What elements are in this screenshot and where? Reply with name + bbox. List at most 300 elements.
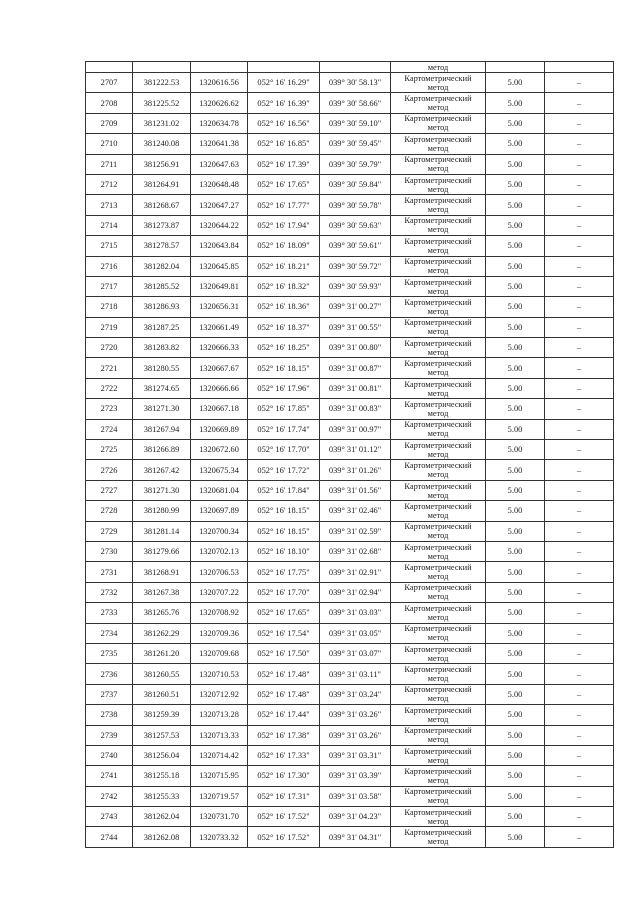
cell-method	[391, 338, 486, 358]
cell-longitude: 039° 31' 01.56"	[320, 480, 391, 500]
method-line-1: Картометрический	[404, 624, 472, 634]
cell-latitude: 052° 16' 17.44"	[248, 705, 320, 725]
cell-method	[391, 358, 486, 378]
cell-accuracy: 5.00	[486, 195, 545, 215]
cell-y: 1320714.42	[191, 745, 248, 765]
method-line-1: Картометрический	[404, 726, 472, 736]
cell-y: 1320700.34	[191, 521, 248, 541]
cell-latitude: 052° 16' 17.31"	[248, 786, 320, 806]
cell-point-number: 2714	[86, 215, 133, 235]
cell-latitude: 052° 16' 17.48"	[248, 664, 320, 684]
cell-accuracy: 5.00	[486, 460, 545, 480]
cell-y: 1320647.63	[191, 154, 248, 174]
cell-x: 381261.20	[133, 643, 191, 663]
cell-note: –	[545, 317, 614, 337]
cell-x: 381256.04	[133, 745, 191, 765]
cell-latitude: 052° 16' 17.48"	[248, 684, 320, 704]
table-row	[86, 113, 614, 133]
cell-note: –	[545, 399, 614, 419]
cell-method	[391, 154, 486, 174]
cell-y: 1320656.31	[191, 297, 248, 317]
cell-point-number: 2720	[86, 338, 133, 358]
cell-point-number: 2710	[86, 134, 133, 154]
method-line-2: метод	[427, 775, 449, 785]
cell-note: –	[545, 174, 614, 194]
table-row	[86, 521, 614, 541]
cell-method	[391, 766, 486, 786]
cell-x: 381265.76	[133, 603, 191, 623]
cell-y: 1320731.70	[191, 807, 248, 827]
method-line-1: Картометрический	[404, 420, 472, 430]
method-line-1: Картометрический	[404, 461, 472, 471]
cell-y: 1320719.57	[191, 786, 248, 806]
cell-note: –	[545, 623, 614, 643]
cell-accuracy: 5.00	[486, 786, 545, 806]
cell-note: –	[545, 827, 614, 847]
cell-note: –	[545, 460, 614, 480]
cell-method	[391, 541, 486, 561]
cell-method	[391, 827, 486, 847]
method-line-2: метод	[427, 674, 449, 684]
table-row	[86, 236, 614, 256]
cell-x: 381267.94	[133, 419, 191, 439]
cell-x: 381231.02	[133, 113, 191, 133]
method-line-2: метод	[427, 592, 449, 602]
cell-accuracy: 5.00	[486, 297, 545, 317]
method-line-1: Картометрический	[404, 603, 472, 613]
method-line-2: метод	[427, 837, 449, 847]
cell-accuracy: 5.00	[486, 154, 545, 174]
cell-method	[391, 215, 486, 235]
coordinates-table	[85, 61, 614, 848]
cell-point-number: 2735	[86, 643, 133, 663]
cell-accuracy: 5.00	[486, 440, 545, 460]
cell-note: –	[545, 562, 614, 582]
method-line-2: метод	[427, 164, 449, 174]
cell-latitude: 052° 16' 18.09"	[248, 236, 320, 256]
cell-longitude: 039° 31' 03.58"	[320, 786, 391, 806]
table-row	[86, 684, 614, 704]
method-line-1: Картометрический	[404, 522, 472, 532]
cell-y: 1320706.53	[191, 562, 248, 582]
cell-latitude: 052° 16' 17.84"	[248, 480, 320, 500]
table-row	[86, 256, 614, 276]
cell-y: 1320708.92	[191, 603, 248, 623]
table-row	[86, 807, 614, 827]
cell-point-number: 2740	[86, 745, 133, 765]
cell-longitude: 039° 31' 03.26"	[320, 725, 391, 745]
cell-latitude: 052° 16' 18.32"	[248, 276, 320, 296]
cell-latitude: 052° 16' 18.25"	[248, 338, 320, 358]
cell-method	[391, 807, 486, 827]
table-row	[86, 480, 614, 500]
cell-longitude: 039° 31' 01.12"	[320, 440, 391, 460]
cell-x: 381268.67	[133, 195, 191, 215]
cell-x: 381271.30	[133, 399, 191, 419]
method-line-1: Картометрический	[404, 216, 472, 226]
cell-x: 381278.57	[133, 236, 191, 256]
method-line-1: Картометрический	[404, 338, 472, 348]
method-line-1: Картометрический	[404, 134, 472, 144]
cell-note: –	[545, 664, 614, 684]
cell-point-number: 2708	[86, 93, 133, 113]
cell-x: 381255.33	[133, 786, 191, 806]
cell-y: 1320709.68	[191, 643, 248, 663]
table-row	[86, 440, 614, 460]
cell-accuracy: 5.00	[486, 113, 545, 133]
cell-x: 381283.82	[133, 338, 191, 358]
table-row	[86, 705, 614, 725]
cell-longitude: 039° 31' 00.81"	[320, 378, 391, 398]
cell-method	[391, 521, 486, 541]
cell-longitude: 039° 30' 59.45"	[320, 134, 391, 154]
cell-y: 1320641.38	[191, 134, 248, 154]
cell-longitude: 039° 30' 59.61"	[320, 236, 391, 256]
cell-note: –	[545, 338, 614, 358]
method-line-1: Картометрический	[404, 563, 472, 573]
cell-y: 1320672.60	[191, 440, 248, 460]
cell-latitude: 052° 16' 17.85"	[248, 399, 320, 419]
table-row	[86, 766, 614, 786]
table-body	[86, 62, 614, 848]
method-line-1: Картометрический	[404, 787, 472, 797]
cell-point-number: 2738	[86, 705, 133, 725]
method-line-1: Картометрический	[404, 236, 472, 246]
cell-method	[391, 460, 486, 480]
cell-latitude: 052° 16' 17.75"	[248, 562, 320, 582]
table-row	[86, 827, 614, 847]
cell-x: 381286.93	[133, 297, 191, 317]
cell-note: –	[545, 501, 614, 521]
cell-latitude: 052° 16' 18.10"	[248, 541, 320, 561]
cell-method	[391, 582, 486, 602]
cell-latitude: 052° 16' 17.70"	[248, 582, 320, 602]
cell-longitude: 039° 31' 03.03"	[320, 603, 391, 623]
cell-accuracy: 5.00	[486, 93, 545, 113]
cell-longitude: 039° 30' 58.66"	[320, 93, 391, 113]
cell-accuracy: 5.00	[486, 358, 545, 378]
cell-method	[391, 480, 486, 500]
cell-latitude: 052° 16' 16.29"	[248, 73, 320, 93]
method-line-1: Картометрический	[404, 277, 472, 287]
cell-point-number: 2722	[86, 378, 133, 398]
cell-longitude: 039° 30' 59.63"	[320, 215, 391, 235]
method-line-2: метод	[427, 225, 449, 235]
cell-point-number: 2712	[86, 174, 133, 194]
method-line-2: метод	[427, 347, 449, 357]
cell-x: 381279.66	[133, 541, 191, 561]
cell-accuracy: 5.00	[486, 582, 545, 602]
cell-y: 1320681.04	[191, 480, 248, 500]
cell-note: –	[545, 725, 614, 745]
method-line-2: метод	[427, 694, 449, 704]
cell-latitude: 052° 16' 17.39"	[248, 154, 320, 174]
cell-x: 381259.39	[133, 705, 191, 725]
cell-note: –	[545, 256, 614, 276]
cell-point-number: 2717	[86, 276, 133, 296]
cell-method	[391, 93, 486, 113]
method-line-2: метод	[427, 103, 449, 113]
method-line-1: Картометрический	[404, 746, 472, 756]
cell-empty	[133, 62, 191, 73]
cell-longitude: 039° 31' 00.97"	[320, 419, 391, 439]
cell-empty	[248, 62, 320, 73]
method-line-1: Картометрический	[404, 685, 472, 695]
cell-accuracy: 5.00	[486, 725, 545, 745]
cell-note: –	[545, 786, 614, 806]
cell-x: 381262.29	[133, 623, 191, 643]
method-line-1: Картометрический	[404, 399, 472, 409]
method-line-1: Картометрический	[404, 359, 472, 369]
cell-latitude: 052° 16' 17.54"	[248, 623, 320, 643]
cell-point-number: 2741	[86, 766, 133, 786]
cell-method	[391, 378, 486, 398]
cell-method	[391, 174, 486, 194]
cell-accuracy: 5.00	[486, 745, 545, 765]
cell-point-number: 2744	[86, 827, 133, 847]
cell-longitude: 039° 31' 01.26"	[320, 460, 391, 480]
method-line-2: метод	[427, 714, 449, 724]
cell-point-number: 2734	[86, 623, 133, 643]
cell-longitude: 039° 30' 59.10"	[320, 113, 391, 133]
cell-y: 1320666.33	[191, 338, 248, 358]
cell-latitude: 052° 16' 18.15"	[248, 501, 320, 521]
method-line-1: Картометрический	[404, 379, 472, 389]
method-line-2: метод	[427, 123, 449, 133]
table-row	[86, 725, 614, 745]
cell-method	[391, 317, 486, 337]
cell-point-number: 2715	[86, 236, 133, 256]
cell-point-number: 2729	[86, 521, 133, 541]
cell-longitude: 039° 31' 00.55"	[320, 317, 391, 337]
method-line-1: Картометрический	[404, 481, 472, 491]
cell-longitude: 039° 31' 02.59"	[320, 521, 391, 541]
cell-x: 381280.55	[133, 358, 191, 378]
cell-y: 1320616.56	[191, 73, 248, 93]
cell-x: 381281.14	[133, 521, 191, 541]
method-line-1: Картометрический	[404, 114, 472, 124]
method-line-2: метод	[427, 470, 449, 480]
method-line-1: Картометрический	[404, 440, 472, 450]
cell-point-number: 2725	[86, 440, 133, 460]
cell-method	[391, 501, 486, 521]
cell-y: 1320647.27	[191, 195, 248, 215]
cell-accuracy: 5.00	[486, 643, 545, 663]
cell-x: 381271.30	[133, 480, 191, 500]
cell-point-number: 2736	[86, 664, 133, 684]
cell-x: 381282.04	[133, 256, 191, 276]
cell-longitude: 039° 30' 59.72"	[320, 256, 391, 276]
method-line-1: Картометрический	[404, 73, 472, 83]
cell-latitude: 052° 16' 16.85"	[248, 134, 320, 154]
table-row	[86, 174, 614, 194]
cell-x: 381267.38	[133, 582, 191, 602]
cell-point-number: 2716	[86, 256, 133, 276]
cell-y: 1320649.81	[191, 276, 248, 296]
method-line-1: Картометрический	[404, 644, 472, 654]
cell-longitude: 039° 30' 59.93"	[320, 276, 391, 296]
cell-point-number: 2730	[86, 541, 133, 561]
method-line-2: метод	[427, 143, 449, 153]
cell-accuracy: 5.00	[486, 419, 545, 439]
cell-longitude: 039° 31' 02.68"	[320, 541, 391, 561]
cell-method	[391, 786, 486, 806]
cell-longitude: 039° 30' 59.84"	[320, 174, 391, 194]
cell-latitude: 052° 16' 17.94"	[248, 215, 320, 235]
cell-method	[391, 276, 486, 296]
cell-y: 1320666.66	[191, 378, 248, 398]
method-line-1: Картометрический	[404, 583, 472, 593]
cell-longitude: 039° 31' 04.31"	[320, 827, 391, 847]
cell-method	[391, 705, 486, 725]
cell-note: –	[545, 582, 614, 602]
cell-empty	[86, 62, 133, 73]
method-line-1: Картометрический	[404, 155, 472, 165]
cell-y: 1320713.33	[191, 725, 248, 745]
method-line-2: метод	[427, 816, 449, 826]
cell-latitude: 052° 16' 17.52"	[248, 807, 320, 827]
method-line-2: метод	[427, 531, 449, 541]
cell-y: 1320643.84	[191, 236, 248, 256]
table-row	[86, 541, 614, 561]
cell-x: 381262.08	[133, 827, 191, 847]
cell-point-number: 2726	[86, 460, 133, 480]
cell-latitude: 052° 16' 16.39"	[248, 93, 320, 113]
cell-x: 381287.25	[133, 317, 191, 337]
cell-point-number: 2728	[86, 501, 133, 521]
cell-longitude: 039° 31' 00.87"	[320, 358, 391, 378]
table-row	[86, 338, 614, 358]
cell-point-number: 2709	[86, 113, 133, 133]
cell-accuracy: 5.00	[486, 807, 545, 827]
cell-accuracy: 5.00	[486, 501, 545, 521]
method-line-1: Картометрический	[404, 257, 472, 267]
table-row	[86, 297, 614, 317]
cell-y: 1320634.78	[191, 113, 248, 133]
cell-point-number: 2724	[86, 419, 133, 439]
cell-point-number: 2727	[86, 480, 133, 500]
cell-method	[391, 623, 486, 643]
method-line-2: метод	[427, 653, 449, 663]
cell-note: –	[545, 215, 614, 235]
cell-x: 381255.18	[133, 766, 191, 786]
cell-latitude: 052° 16' 18.36"	[248, 297, 320, 317]
cell-latitude: 052° 16' 17.65"	[248, 174, 320, 194]
cell-y: 1320697.89	[191, 501, 248, 521]
cell-y: 1320626.62	[191, 93, 248, 113]
cell-latitude: 052° 16' 17.33"	[248, 745, 320, 765]
method-line-2: метод	[427, 572, 449, 582]
method-line-2: метод	[427, 327, 449, 337]
table-row	[86, 562, 614, 582]
cell-accuracy: 5.00	[486, 276, 545, 296]
method-line-2: метод	[427, 286, 449, 296]
cell-accuracy: 5.00	[486, 827, 545, 847]
cell-accuracy: 5.00	[486, 480, 545, 500]
cell-note: –	[545, 358, 614, 378]
cell-accuracy: 5.00	[486, 236, 545, 256]
cell-latitude: 052° 16' 17.70"	[248, 440, 320, 460]
cell-y: 1320645.85	[191, 256, 248, 276]
cell-accuracy: 5.00	[486, 623, 545, 643]
method-line-1: Картометрический	[404, 175, 472, 185]
cell-longitude: 039° 30' 58.13"	[320, 73, 391, 93]
cell-y: 1320710.53	[191, 664, 248, 684]
cell-note: –	[545, 276, 614, 296]
cell-method	[391, 236, 486, 256]
method-line-1: Картометрический	[404, 318, 472, 328]
cell-note: –	[545, 113, 614, 133]
cell-latitude: 052° 16' 18.21"	[248, 256, 320, 276]
method-line-1: Картометрический	[404, 665, 472, 675]
cell-method	[391, 664, 486, 684]
cell-accuracy: 5.00	[486, 541, 545, 561]
cell-x: 381257.53	[133, 725, 191, 745]
cell-method	[391, 684, 486, 704]
cell-note: –	[545, 603, 614, 623]
cell-accuracy: 5.00	[486, 73, 545, 93]
cell-accuracy: 5.00	[486, 603, 545, 623]
cell-latitude: 052° 16' 18.15"	[248, 358, 320, 378]
cell-y: 1320661.49	[191, 317, 248, 337]
cell-latitude: 052° 16' 18.15"	[248, 521, 320, 541]
cell-point-number: 2743	[86, 807, 133, 827]
cell-method	[391, 603, 486, 623]
cell-note: –	[545, 419, 614, 439]
cell-y: 1320712.92	[191, 684, 248, 704]
cell-empty	[191, 62, 248, 73]
cell-accuracy: 5.00	[486, 562, 545, 582]
cell-method	[391, 745, 486, 765]
cell-longitude: 039° 31' 00.83"	[320, 399, 391, 419]
method-line-2: метод	[427, 449, 449, 459]
cell-point-number: 2713	[86, 195, 133, 215]
table-row	[86, 643, 614, 663]
method-line-2: метод	[427, 408, 449, 418]
method-line-1: Картометрический	[404, 542, 472, 552]
cell-x: 381262.04	[133, 807, 191, 827]
cell-note: –	[545, 378, 614, 398]
cell-point-number: 2731	[86, 562, 133, 582]
cell-accuracy: 5.00	[486, 317, 545, 337]
cell-point-number: 2719	[86, 317, 133, 337]
cell-latitude: 052° 16' 17.77"	[248, 195, 320, 215]
cell-accuracy: 5.00	[486, 215, 545, 235]
cell-point-number: 2739	[86, 725, 133, 745]
cell-method	[391, 195, 486, 215]
table-row	[86, 378, 614, 398]
cell-method	[391, 297, 486, 317]
method-line-2: метод	[427, 245, 449, 255]
cell-note: –	[545, 154, 614, 174]
table-row	[86, 73, 614, 93]
cell-method	[391, 643, 486, 663]
table-row	[86, 582, 614, 602]
cell-latitude: 052° 16' 16.56"	[248, 113, 320, 133]
table-row	[86, 745, 614, 765]
cell-x: 381222.53	[133, 73, 191, 93]
table-row	[86, 419, 614, 439]
cell-note: –	[545, 480, 614, 500]
cell-point-number: 2737	[86, 684, 133, 704]
cell-note: –	[545, 93, 614, 113]
cell-x: 381273.87	[133, 215, 191, 235]
cell-method	[391, 134, 486, 154]
method-line-2: метод	[427, 266, 449, 276]
method-line-2: метод	[427, 429, 449, 439]
cell-latitude: 052° 16' 17.74"	[248, 419, 320, 439]
cell-y: 1320644.22	[191, 215, 248, 235]
